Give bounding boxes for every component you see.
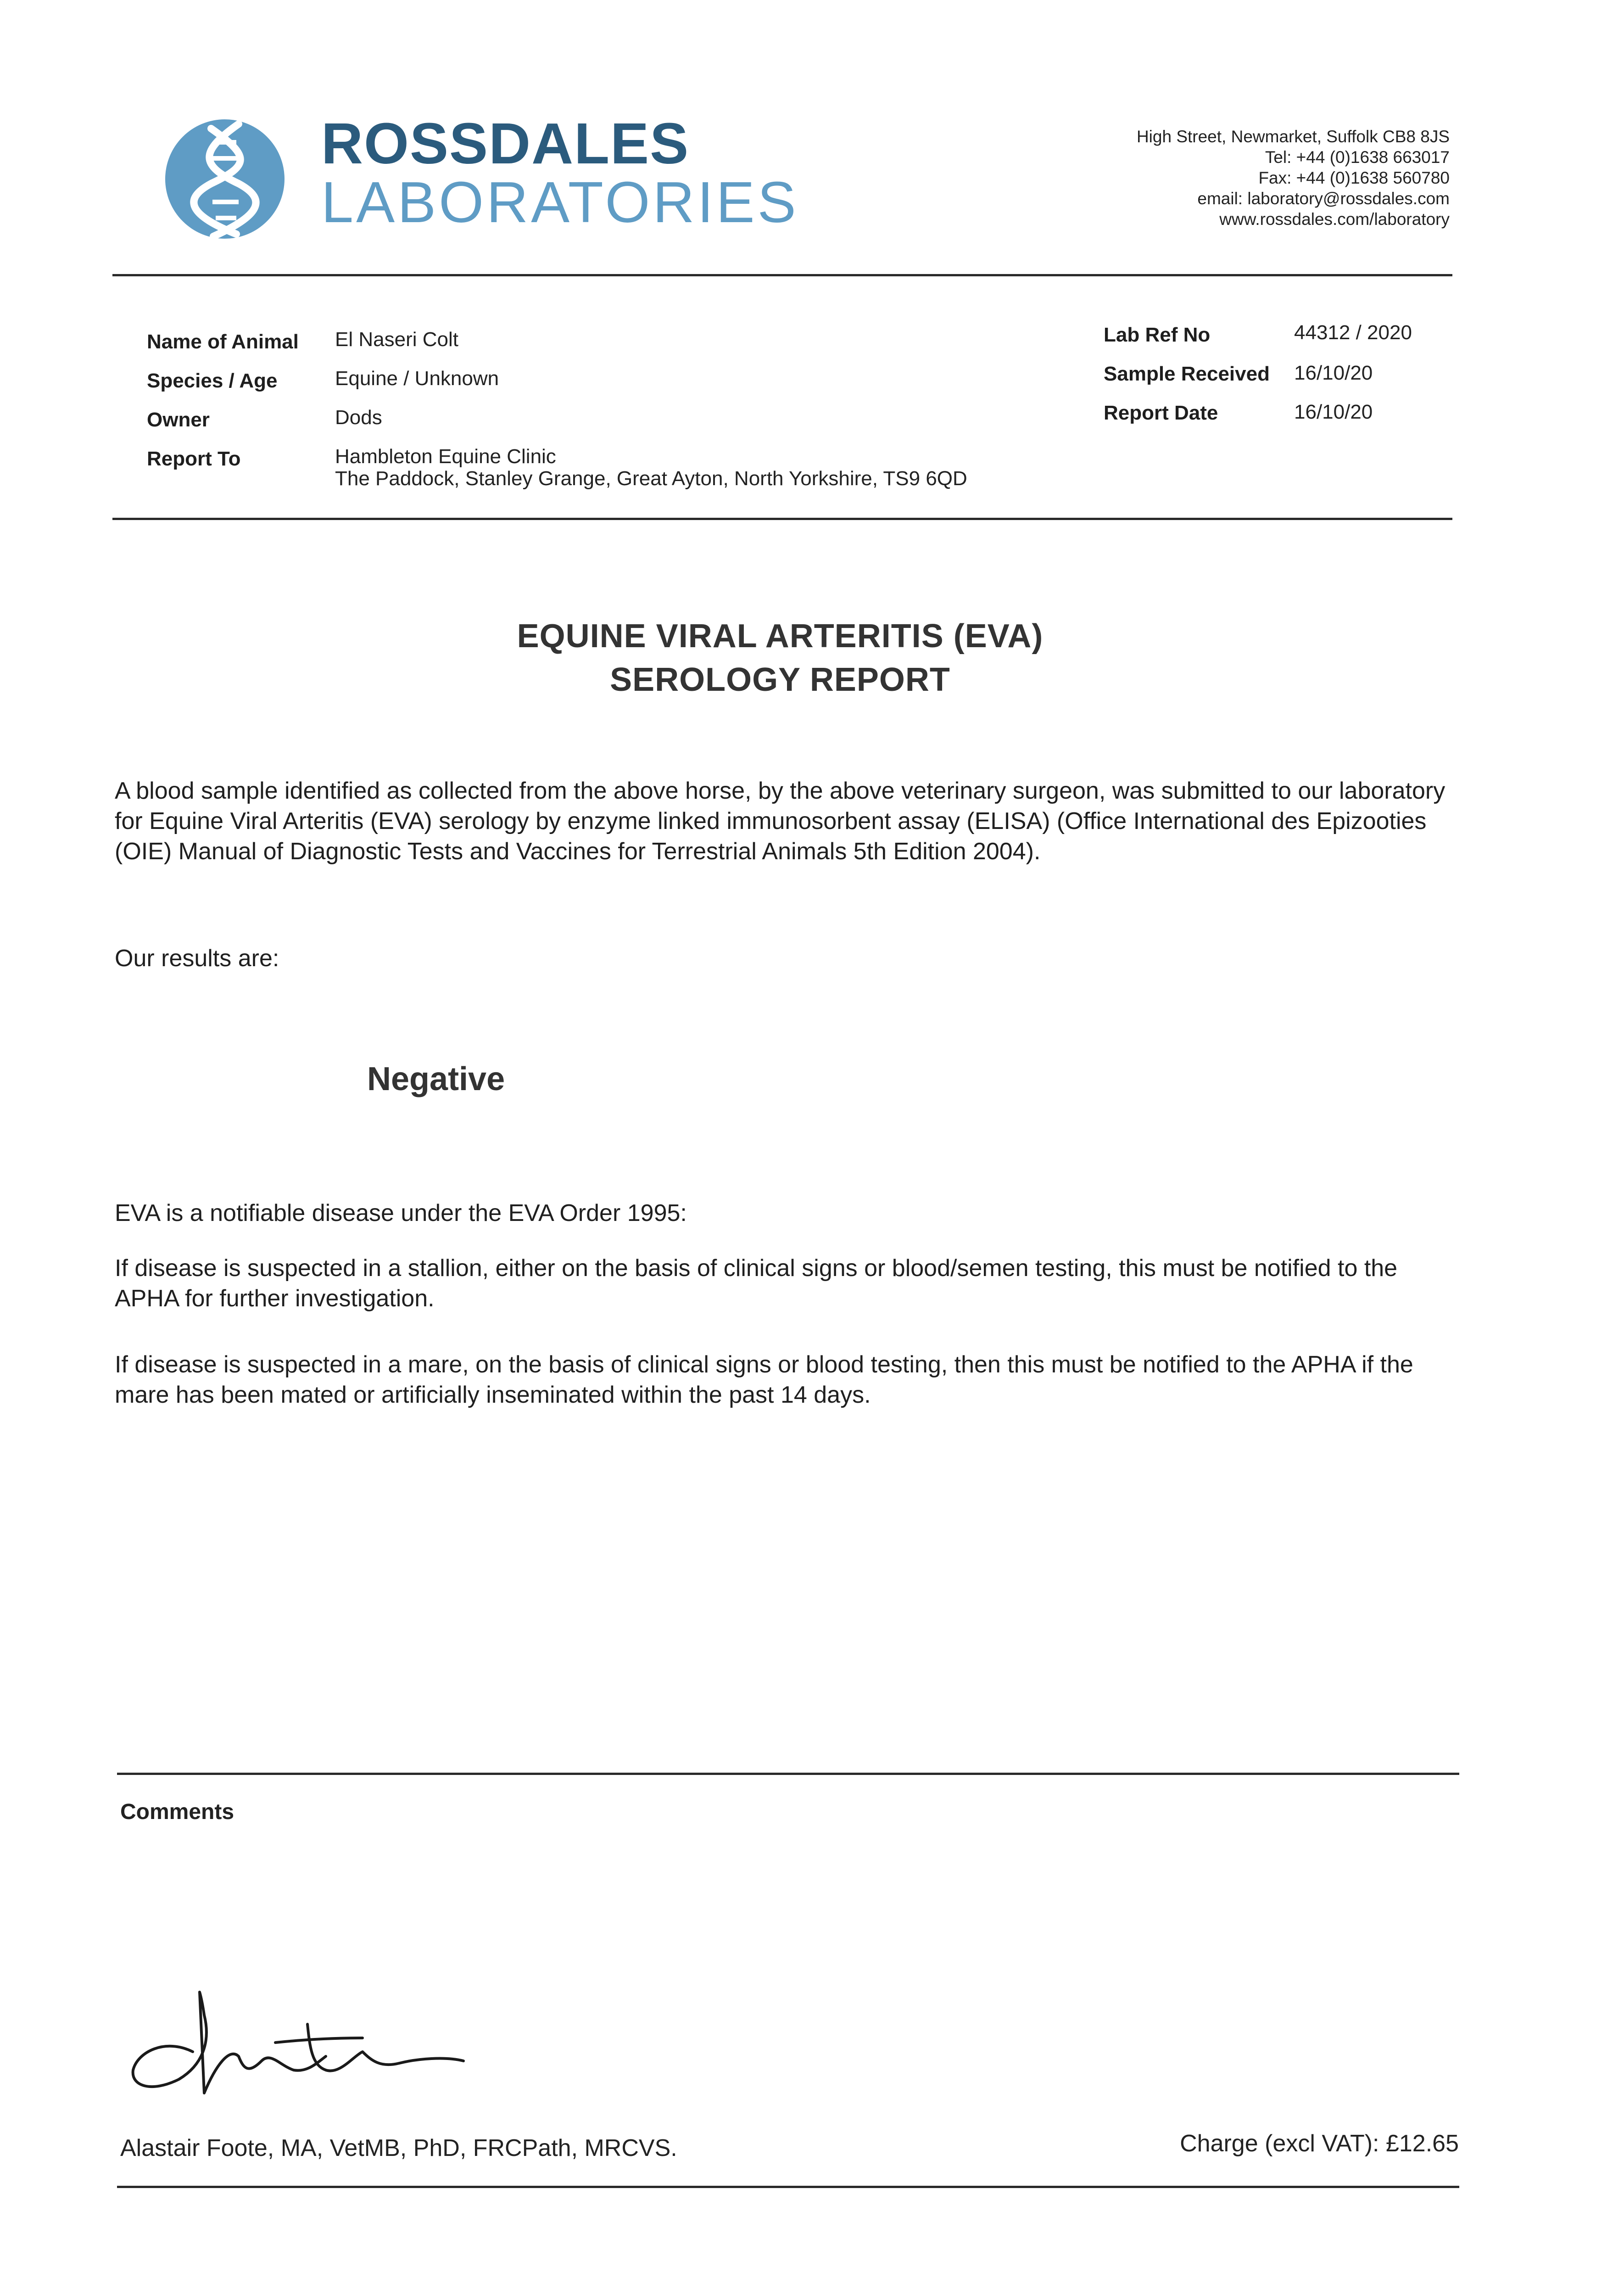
intro-text: A blood sample identified as collected from the above horse, by the above veterinary surgeon, was submitted to our laboratory for Equine Viral Arteritis (EVA) serology by enzyme linked immunosorbent assay (ELISA) (Office International des Epizooties (OIE) Manual of Diagnostic Tests and Vaccines for Terrestrial Animals 5th Edition 2004). [115,778,1445,865]
signatory-name: Alastair Foote, MA, VetMB, PhD, FRCPath, MRCVS. [120,2135,677,2161]
lab-tel: Tel: +44 (0)1638 663017 [1265,148,1450,167]
stallion-paragraph [115,1253,1445,1314]
comments-label: Comments [120,1800,234,1824]
lab-contact-block [1137,126,1450,230]
results-intro: Our results are: [115,945,279,972]
lab-address: High Street, Newmarket, Suffolk CB8 8JS [1136,127,1450,146]
lab-ref-value: 44312 / 2020 [1294,321,1412,344]
stallion-text: If disease is suspected in a stallion, either on the basis of clinical signs or blood/semen testing, this must be notified to the APHA for further investigation. [115,1255,1398,1312]
intro-paragraph [115,776,1445,867]
report-date-value: 16/10/20 [1294,401,1373,423]
charge-amount: Charge (excl VAT): £12.65 [1180,2130,1459,2157]
notifiable-statement: EVA is a notifiable disease under the EVA Order 1995: [115,1200,687,1226]
species-age-label: Species / Age [147,369,278,392]
details-divider [112,518,1452,520]
report-to-address: The Paddock, Stanley Grange, Great Ayton, North Yorkshire, TS9 6QD [335,467,967,490]
sample-received-value: 16/10/20 [1294,362,1373,384]
report-to-clinic: Hambleton Equine Clinic [335,445,556,468]
species-age-value: Equine / Unknown [335,367,499,390]
lab-website: www.rossdales.com/laboratory [1219,210,1450,229]
dna-logo-icon [163,115,287,243]
result-value: Negative [367,1061,505,1097]
brand-name-line2: LABORATORIES [321,170,799,235]
name-of-animal-label: Name of Animal [147,330,299,353]
footer-divider [117,2186,1459,2188]
report-date-label: Report Date [1104,402,1218,424]
lab-ref-label: Lab Ref No [1104,324,1211,346]
owner-label: Owner [147,409,210,431]
lab-email: email: laboratory@rossdales.com [1197,189,1450,208]
report-title-line1: EQUINE VIRAL ARTERITIS (EVA) [517,618,1044,655]
comments-divider [117,1773,1459,1775]
sample-received-label: Sample Received [1104,363,1270,385]
lab-fax: Fax: +44 (0)1638 560780 [1258,168,1450,187]
brand-name-line1: ROSSDALES [321,111,690,176]
mare-text: If disease is suspected in a mare, on the basis of clinical signs or blood testing, then this must be notified to the APHA if the mare has been mated or artificially inseminated within the past 14 days. [115,1351,1413,1408]
signature-image [124,1987,473,2107]
mare-paragraph [115,1349,1445,1410]
report-to-label: Report To [147,448,241,470]
header-divider [112,274,1452,276]
owner-value: Dods [335,406,382,429]
name-of-animal-value: El Naseri Colt [335,328,458,351]
report-title-line2: SEROLOGY REPORT [610,661,950,698]
